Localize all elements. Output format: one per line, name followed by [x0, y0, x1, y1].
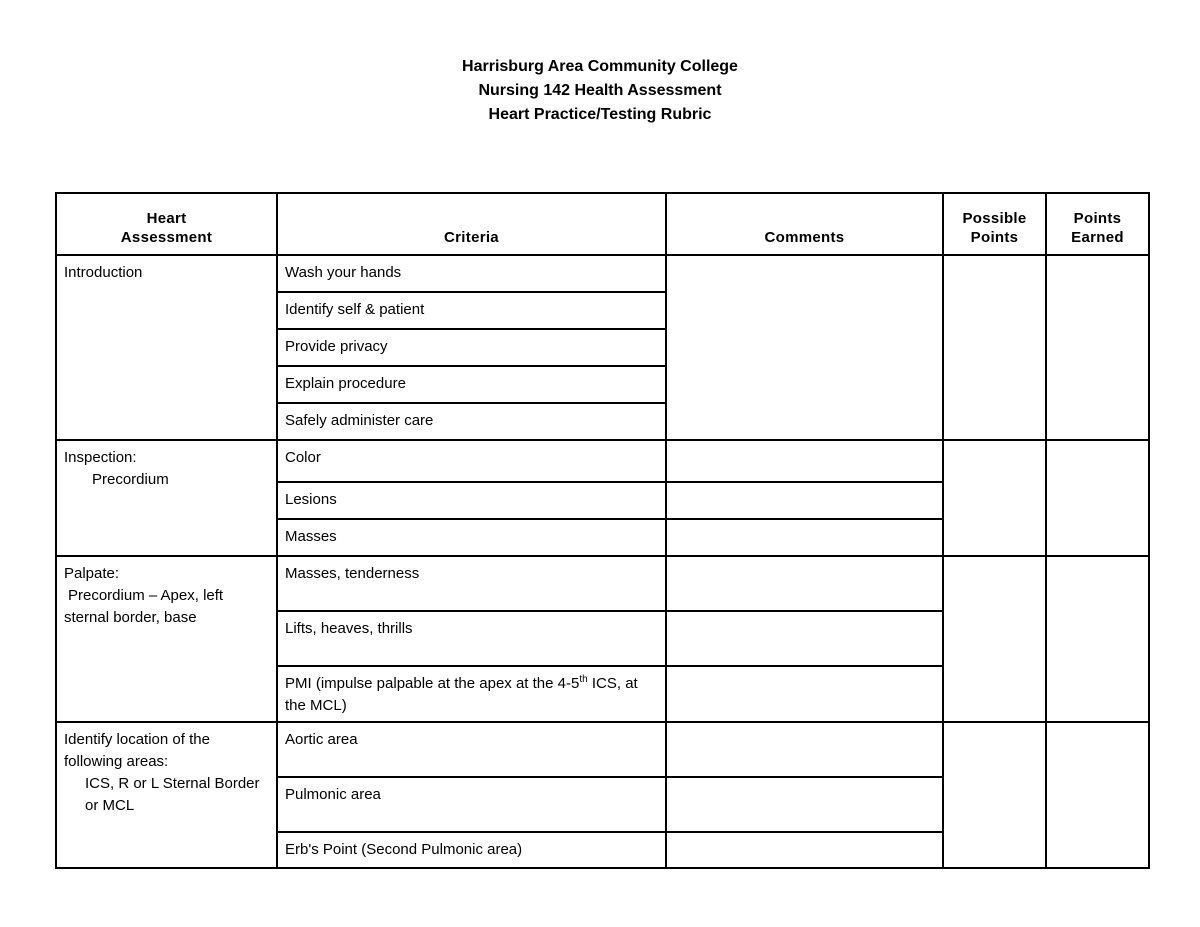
points-earned-cell[interactable]	[1046, 722, 1149, 868]
college-name: Harrisburg Area Community College	[462, 58, 738, 75]
section-label-inspection: Inspection: Precordium	[56, 440, 277, 556]
criteria-cell: Lesions	[277, 482, 666, 519]
criteria-cell: Masses, tenderness	[277, 556, 666, 611]
column-header-heart-assessment: Heart Assessment	[56, 193, 277, 255]
document-header	[0, 55, 1200, 127]
comments-cell[interactable]	[666, 255, 943, 440]
section-label-introduction: Introduction	[56, 255, 277, 440]
column-header-criteria: Criteria	[277, 193, 666, 255]
possible-points-cell[interactable]	[943, 255, 1046, 440]
criteria-cell: Provide privacy	[277, 329, 666, 366]
criteria-cell: Color	[277, 440, 666, 482]
table-header-row	[56, 193, 1149, 255]
criteria-cell-pmi: PMI (impulse palpable at the apex at the 4-5th ICS, at the MCL)	[277, 666, 666, 722]
possible-points-cell[interactable]	[943, 440, 1046, 556]
comments-cell[interactable]	[666, 777, 943, 832]
table-row	[56, 722, 1149, 777]
criteria-cell: Aortic area	[277, 722, 666, 777]
table-row	[56, 255, 1149, 292]
criteria-cell: Safely administer care	[277, 403, 666, 440]
criteria-cell: Identify self & patient	[277, 292, 666, 329]
comments-cell[interactable]	[666, 722, 943, 777]
column-header-comments: Comments	[666, 193, 943, 255]
comments-cell[interactable]	[666, 519, 943, 556]
table-row	[56, 556, 1149, 611]
possible-points-cell[interactable]	[943, 722, 1046, 868]
column-header-points-earned: Points Earned	[1046, 193, 1149, 255]
comments-cell[interactable]	[666, 611, 943, 666]
comments-cell[interactable]	[666, 482, 943, 519]
comments-cell[interactable]	[666, 440, 943, 482]
points-earned-cell[interactable]	[1046, 255, 1149, 440]
points-earned-cell[interactable]	[1046, 556, 1149, 722]
comments-cell[interactable]	[666, 556, 943, 611]
criteria-cell: Masses	[277, 519, 666, 556]
criteria-cell: Wash your hands	[277, 255, 666, 292]
comments-cell[interactable]	[666, 832, 943, 868]
criteria-cell: Pulmonic area	[277, 777, 666, 832]
table-row	[56, 440, 1149, 482]
possible-points-cell[interactable]	[943, 556, 1046, 722]
section-label-locations: Identify location of the following areas: ICS, R or L Sternal Border or MCL	[56, 722, 277, 868]
heart-rubric-table	[55, 192, 1150, 869]
criteria-cell: Explain procedure	[277, 366, 666, 403]
rubric-title: Heart Practice/Testing Rubric	[488, 106, 712, 123]
points-earned-cell[interactable]	[1046, 440, 1149, 556]
criteria-cell: Erb's Point (Second Pulmonic area)	[277, 832, 666, 868]
course-title: Nursing 142 Health Assessment	[478, 82, 722, 99]
section-label-palpate: Palpate: Precordium – Apex, left sternal border, base	[56, 556, 277, 722]
comments-cell[interactable]	[666, 666, 943, 722]
criteria-cell: Lifts, heaves, thrills	[277, 611, 666, 666]
column-header-possible-points: Possible Points	[943, 193, 1046, 255]
